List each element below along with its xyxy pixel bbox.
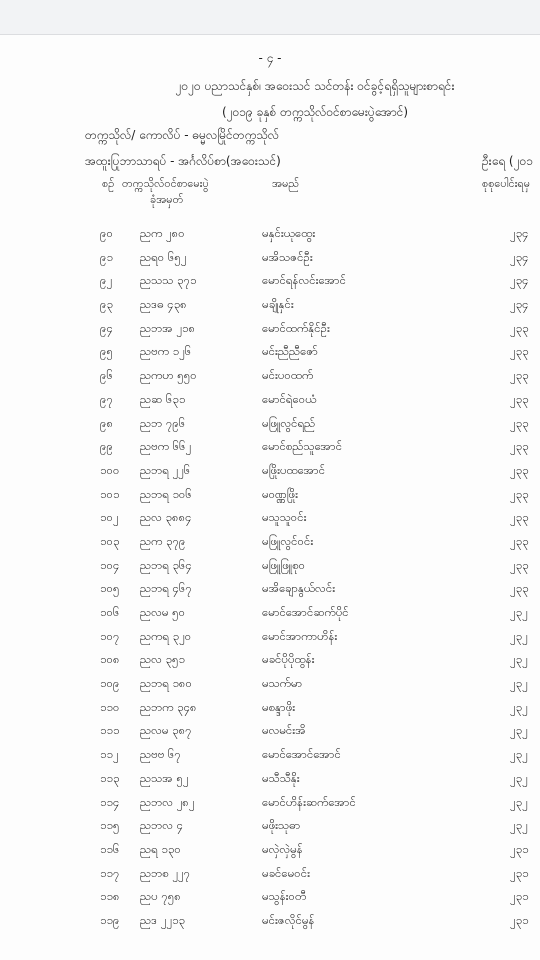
roll-number: ညဘအ ၂၁၈ (140, 320, 196, 335)
total-marks: ၂၃၂ (510, 676, 528, 691)
roll-number: ညလမ ၅၀ (140, 605, 186, 619)
student-name: မသီသီနိုး (262, 770, 300, 785)
student-name: မောင်အောင်ဆက်ပိုင် (262, 605, 349, 619)
total-marks: ၂၃၃ (510, 368, 529, 383)
row-number: ၁၁၇ (100, 865, 120, 880)
roll-number: ညဗက ၁၂၆ (140, 344, 192, 359)
table-row (0, 862, 540, 886)
total-marks: ၂၃၃ (510, 439, 529, 454)
column-header-name: အမည် (272, 177, 300, 190)
table-row (0, 696, 540, 720)
table-row (0, 838, 540, 862)
roll-number: ညဗဗ ၆၇ (140, 747, 181, 762)
table-row (0, 317, 540, 341)
roll-number: ညဘ ၇၉၆ (140, 415, 186, 430)
roll-number: ညရ ၁၃၀ (140, 841, 181, 856)
roll-number: ညရ၀ ၆၅၂ (140, 249, 187, 264)
student-name: မခင်ပိုပိုထွန်း (262, 652, 315, 667)
total-marks: ၂၃၁ (510, 841, 529, 856)
marks-header-partial: ဦးရေ (၂၀၁ (482, 154, 533, 168)
row-number: ၁၀၅ (100, 581, 120, 596)
total-marks: ၂၃၁ (510, 912, 529, 927)
table-row (0, 269, 540, 293)
row-number: ၉၀ (100, 226, 113, 240)
student-name: မသူသူဝင်း (262, 510, 307, 525)
row-number: ၁၁၀ (100, 699, 120, 714)
student-name: မလှဲလှဲမွန် (262, 841, 303, 856)
column-header-reg: တက္ကသိုလ်ဝင်စာမေးပွဲ (122, 177, 209, 190)
total-marks: ၂၃၃ (510, 391, 529, 406)
row-number: ၁၁၈ (100, 889, 120, 904)
student-name: မင်းဇလိုင်မွန် (262, 912, 315, 927)
table-row (0, 554, 540, 578)
row-number: ၉၃ (100, 297, 113, 312)
row-number: ၁၁၉ (100, 912, 120, 927)
roll-number: ညလမ ၃၈၇ (140, 723, 192, 738)
student-name: မဖြူလွင်ရည် (262, 415, 316, 430)
row-number: ၁၀၈ (100, 652, 120, 667)
row-number: ၉၂ (100, 273, 113, 288)
roll-number: ညကဟ ၅၅၀ (140, 368, 197, 383)
table-row (0, 388, 540, 412)
row-number: ၉၈ (100, 415, 114, 430)
roll-number: ညပ ၇၅၈ (140, 889, 181, 904)
table-row (0, 412, 540, 436)
total-marks: ၂၃၂ (510, 699, 528, 714)
table-row (0, 719, 540, 743)
student-name: မသွန်းဝတီ (262, 889, 307, 904)
total-marks: ၂၃၃ (510, 557, 529, 572)
student-name: မဖြိုးပထအောင် (262, 462, 326, 477)
table-row (0, 767, 540, 791)
row-number: ၉၉ (100, 439, 113, 454)
total-marks: ၂၃၄ (510, 297, 529, 312)
row-number: ၉၇ (100, 391, 113, 406)
major-line: အထူးပြုဘာသာရပ် - အင်္ဂလိပ်စာ(အဝေးသင်) (85, 154, 281, 168)
student-name: မလမင်းအိ (262, 723, 306, 738)
student-name: မဖြူလွင်ဝင်း (262, 533, 314, 548)
results-table (0, 222, 540, 933)
student-name: မစန္ဒာဖိုး (262, 699, 296, 714)
table-row (0, 791, 540, 815)
total-marks: ၂၃၄ (510, 273, 529, 288)
table-row (0, 364, 540, 388)
total-marks: ၂၃၃ (510, 510, 529, 525)
student-name: မင်းပဝထက် (262, 368, 314, 383)
roll-number: ညသသ ၃၇၁ (140, 273, 197, 288)
row-number: ၁၀၂ (100, 510, 119, 525)
document-subtitle: (၂၀၁၉ ခုနှစ် တက္ကသိုလ်ဝင်စာမေးပွဲအောင်) (221, 105, 409, 119)
row-number: ၁၀၄ (100, 557, 120, 572)
university-line: တက္ကသိုလ်/ ကောလိပ် - ဓမ္မလမြိုင်တက္ကသိုလ် (85, 128, 280, 142)
student-name: မချိုနှင်း (262, 297, 294, 312)
table-row (0, 885, 540, 909)
top-bar (0, 0, 540, 35)
total-marks: ၂၃၂ (510, 770, 528, 785)
table-row (0, 672, 540, 696)
roll-number: ညဘရ ၁၀၆ (140, 486, 192, 501)
total-marks: ၂၃၂ (510, 794, 528, 809)
row-number: ၁၁၅ (100, 818, 120, 833)
total-marks: ၂၃၃ (510, 533, 529, 548)
roll-number: ညက ၂၈၀ (140, 226, 185, 240)
roll-number: ညဘလ ၂၈၂ (140, 794, 195, 809)
row-number: ၁၁၁ (100, 723, 120, 738)
student-name: မင်းညီညီဇော် (262, 344, 318, 359)
roll-number: ညဘရ ၁၈၀ (140, 676, 192, 691)
row-number: ၁၀၀ (100, 462, 120, 477)
total-marks: ၂၃၃ (510, 462, 529, 477)
column-header-marks: စုစုပေါင်းရမှ (482, 177, 531, 190)
table-row (0, 459, 540, 483)
row-number: ၁၀၉ (100, 676, 120, 691)
row-number: ၁၁၂ (100, 747, 119, 762)
total-marks: ၂၃၂ (510, 723, 528, 738)
roll-number: ညဆ ၆၃၁ (140, 391, 186, 406)
roll-number: ညလ ၃၈၈၄ (140, 510, 192, 525)
roll-number: ညဘလ ၄ (140, 818, 184, 833)
row-number: ၁၁၆ (100, 841, 120, 856)
total-marks: ၂၃၃ (510, 344, 529, 359)
roll-number: ညဘရ ၂၂၆ (140, 462, 191, 477)
student-name: မောင်အောင်အောင် (262, 747, 341, 762)
table-row (0, 577, 540, 601)
table-row (0, 530, 540, 554)
row-number: ၁၁၄ (100, 794, 120, 809)
student-name: မနှင်းယုထွေး (262, 226, 316, 240)
student-name: မောင်အာကာဟိန်း (262, 628, 338, 643)
row-number: ၁၀၁ (100, 486, 120, 501)
total-marks: ၂၃၂ (510, 605, 528, 619)
student-name: မဖိုးသုဓာ (262, 818, 301, 833)
table-row (0, 222, 540, 246)
table-row (0, 506, 540, 530)
roll-number: ညဒ ၂၂၁၃ (140, 912, 186, 927)
student-name: မအိသဇင်ဦး (262, 249, 313, 264)
row-number: ၉၆ (100, 368, 113, 383)
roll-number: ညကရ ၃၂၀ (140, 628, 192, 643)
table-row (0, 435, 540, 459)
total-marks: ၂၃၃ (510, 486, 529, 501)
table-row (0, 648, 540, 672)
total-marks: ၂၃၂ (510, 747, 528, 762)
total-marks: ၂၃၁ (510, 865, 529, 880)
table-row (0, 601, 540, 625)
row-number: ၉၄ (100, 320, 113, 335)
row-number: ၉၁ (100, 249, 113, 264)
student-name: မောင်ဟိန်းဆက်အောင် (262, 794, 356, 809)
column-header-reg-line2: ခုံအမှတ် (150, 193, 184, 206)
total-marks: ၂၃၃ (510, 581, 529, 596)
total-marks: ၂၃၂ (510, 818, 528, 833)
row-number: ၁၁၃ (100, 770, 120, 785)
student-name: မောင်စည်သူအောင် (262, 439, 343, 454)
document-title: ၂၀၂၀ ပညာသင်နှစ်၊ အဝေးသင် သင်တန်း ဝင်ခွင့်ရရှိသူများစာရင်း (175, 79, 455, 93)
total-marks: ၂၃၃ (510, 320, 529, 335)
table-row (0, 814, 540, 838)
total-marks: ၂၃၁ (510, 889, 529, 904)
roll-number: ညသအ ၅၂ (140, 770, 189, 785)
table-row (0, 909, 540, 933)
student-name: မသက်မာ (262, 676, 303, 691)
roll-number: ညဗက ၆၆၂ (140, 439, 192, 454)
row-number: ၁၀၃ (100, 533, 120, 548)
total-marks: ၂၃၂ (510, 652, 528, 667)
page-number: - ၄ - (258, 51, 282, 65)
student-name: မောင်ထက်နိုင်ဦး (262, 320, 330, 335)
row-number: ၁၀၇ (100, 628, 120, 643)
roll-number: ညဒဓ ၄၃၈ (140, 297, 187, 312)
table-row (0, 743, 540, 767)
roll-number: ညဘက ၃၄၈ (140, 699, 197, 714)
row-number: ၉၅ (100, 344, 113, 359)
student-name: မခင်မေဝင်း (262, 865, 310, 880)
roll-number: ညဘစ ၂၂၇ (140, 865, 191, 880)
student-name: မအိချောနွယ်လင်း (262, 581, 336, 596)
student-name: မဝဏ္ဏဖြိုး (262, 486, 299, 501)
roll-number: ညဘရ ၄၆၇ (140, 581, 192, 596)
student-name: မဖြူဖြူစုဝ (262, 557, 306, 572)
column-header-no: စဉ် (102, 177, 115, 190)
row-number: ၁၀၆ (100, 605, 120, 619)
table-row (0, 293, 540, 317)
roll-number: ညလ ၃၅၁ (140, 652, 185, 667)
roll-number: ညက ၃၇၉ (140, 533, 186, 548)
total-marks: ၂၃၄ (510, 226, 529, 240)
student-name: မောင်ရဲဝေယံ (262, 391, 317, 406)
total-marks: ၂၃၂ (510, 628, 528, 643)
table-row (0, 340, 540, 364)
total-marks: ၂၃၄ (510, 249, 529, 264)
table-row (0, 625, 540, 649)
table-row (0, 483, 540, 507)
student-name: မောင်ရန်လင်းအောင် (262, 273, 347, 288)
table-row (0, 246, 540, 270)
roll-number: ညဘရ ၃၆၄ (140, 557, 192, 572)
total-marks: ၂၃၃ (510, 415, 529, 430)
